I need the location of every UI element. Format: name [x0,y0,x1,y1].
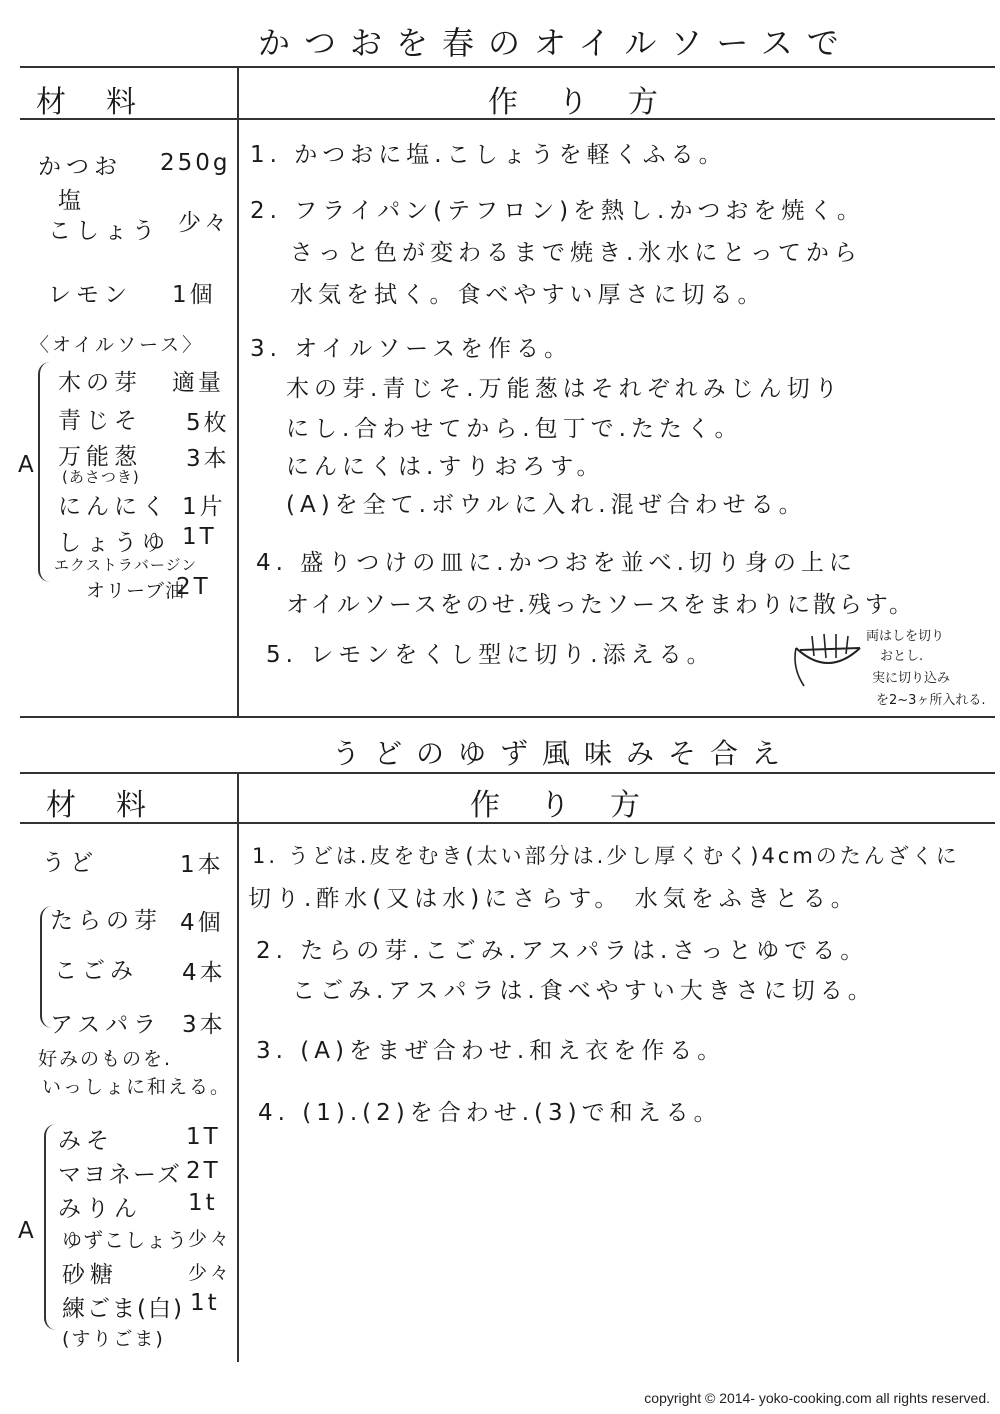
step-line: 切り.酢水(又は水)にさらす。 水気をふきとる。 [248,886,859,912]
section-divider [20,716,995,718]
dressing-item-amount: 少々 [188,1228,233,1250]
divider [20,772,995,774]
recipe1-title: かつおを春のオイルソースで [258,24,853,62]
recipe2-materials-header: 材料 [46,788,186,823]
step-line: 3. (A)をまぜ合わせ.和え衣を作る。 [256,1038,726,1064]
step-line: 4. 盛りつけの皿に.かつおを並べ.切り身の上に [256,550,857,576]
sauce-item-amount: 1片 [182,494,226,520]
lemon-note: 実に切り込み [872,671,951,686]
ingredient-name: こしょう [48,218,160,244]
copyright-notice: copyright © 2014- yoko-cooking.com all rights reserved. [644,1390,990,1406]
ingredient-amount: 1本 [180,852,224,878]
sauce-item-amount: 5枚 [186,410,230,436]
sauce-item-name: エクストラバージン [54,556,198,574]
ingredient-amount: 少々 [178,210,230,236]
group-a-label: A [18,452,39,478]
lemon-wedge-sketch [790,628,870,690]
sauce-item-amount: 2T [176,574,211,600]
lemon-note: を2~3ヶ所入れる. [876,693,986,708]
step-line: さっと色が変わるまで焼き.氷水にとってから [290,240,862,266]
sauce-item-note: (あさつき) [62,468,140,486]
dressing-item-amount: 少々 [188,1262,233,1284]
step-line: 1. うどは.皮をむき(太い部分は.少し厚くむく)4cmのたんざくに [252,844,960,868]
ingredient-amount: 3本 [182,1012,226,1038]
step-line: 4. (1).(2)を合わせ.(3)で和える。 [258,1100,722,1126]
dressing-item-amount: 1T [186,1124,221,1150]
recipe1-materials-header: 材料 [36,85,176,120]
step-line: 1. かつおに塩.こしょうを軽くふる。 [250,142,727,168]
sauce-item-name: 万能葱 [58,444,142,470]
dressing-item-amount: 1t [188,1190,218,1216]
sauce-item-amount: 3本 [186,446,230,472]
dressing-item-amount: 1t [190,1290,220,1316]
lemon-note: 両はしを切り [866,629,945,644]
column-divider [237,66,239,716]
sauce-item-name: オリーブ油 [86,580,186,602]
group-brace [44,1124,56,1330]
dressing-item-amount: 2T [186,1158,221,1184]
choice-note: いっしょに和える。 [42,1076,232,1098]
ingredient-amount: 1個 [172,282,216,308]
sauce-item-name: しょうゆ [58,530,170,556]
step-line: 2. フライパン(テフロン)を熱し.かつおを焼く。 [250,198,865,224]
ingredient-name: 塩 [58,188,86,214]
dressing-item-name: マヨネーズ [58,1162,182,1188]
group-a-label: A [18,1218,39,1244]
dressing-item-name: みりん [58,1196,142,1222]
ingredient-name: レモン [48,282,132,308]
step-line: オイルソースをのせ.残ったソースをまわりに散らす。 [286,592,916,618]
step-line: 3. オイルソースを作る。 [250,336,572,362]
step-line: 水気を拭く。食べやすい厚さに切る。 [290,282,766,308]
ingredient-amount: 4個 [180,910,224,936]
column-divider [237,772,239,1362]
dressing-item-note: (すりごま) [62,1328,165,1350]
recipe2-title: うどのゆず風味みそ合え [332,737,795,770]
sauce-item-name: にんにく [58,494,170,520]
ingredient-name: かつお [38,154,122,180]
step-line: 5. レモンをくし型に切り.添える。 [266,642,715,668]
ingredient-amount: 250g [160,150,231,176]
ingredient-name: こごみ [54,958,138,984]
ingredient-amount: 4本 [182,960,226,986]
step-line: こごみ.アスパラは.食べやすい大きさに切る。 [292,978,876,1004]
divider [20,66,995,68]
ingredient-name: たらの芽 [50,908,162,934]
sauce-item-name: 木の芽 [58,370,142,396]
sauce-item-amount: 適量 [172,370,224,396]
recipe1-method-header: 作り方 [488,85,698,120]
step-line: (A)を全て.ボウルに入れ.混ぜ合わせる。 [286,492,807,518]
recipe2-method-header: 作り方 [470,788,680,823]
step-line: 木の芽.青じそ.万能葱はそれぞれみじん切り [286,376,843,402]
dressing-item-name: みそ [58,1128,114,1154]
step-line: にし.合わせてから.包丁で.たたく。 [286,416,743,442]
ingredient-name: うど [42,850,98,876]
dressing-item-name: 練ごま(白) [62,1296,184,1322]
step-line: 2. たらの芽.こごみ.アスパラは.さっとゆでる。 [256,938,869,964]
group-brace [38,362,50,582]
choice-note: 好みのものを. [38,1048,173,1070]
lemon-note: おとし. [880,649,924,664]
dressing-item-name: 砂糖 [62,1262,118,1288]
sauce-label: 〈オイルソース〉 [30,334,205,356]
ingredient-name: アスパラ [50,1012,162,1038]
dressing-item-name: ゆずこしょう [62,1228,188,1252]
sauce-item-name: 青じそ [58,408,142,434]
step-line: にんにくは.すりおろす。 [286,454,605,480]
sauce-item-amount: 1T [182,524,217,550]
